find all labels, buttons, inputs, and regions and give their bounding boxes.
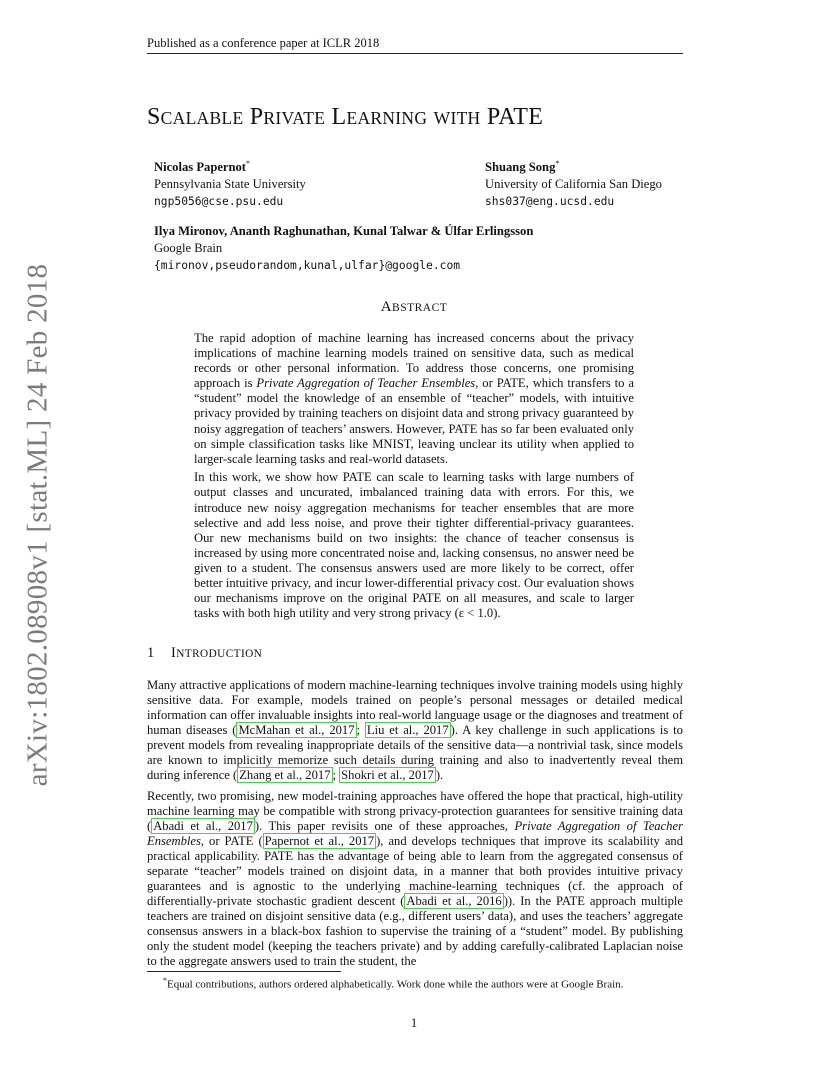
author-block-papernot: Nicolas Papernot* Pennsylvania State University ngp5056@cse.psu.edu — [154, 159, 306, 209]
footnote: *Equal contributions, authors ordered alphabetically. Work done while the authors were at Google Brain. — [163, 976, 624, 991]
author-affiliation: University of California San Diego — [485, 177, 662, 192]
introduction-body — [147, 678, 683, 975]
author-affiliation: Google Brain — [154, 241, 223, 255]
author-email: ngp5056@cse.psu.edu — [154, 195, 284, 209]
author-block-song: Shuang Song* University of California San Diego shs037@eng.ucsd.edu — [485, 159, 662, 209]
author-email: shs037@eng.ucsd.edu — [485, 195, 615, 209]
page-number: 1 — [410, 1016, 418, 1030]
paper-title: SCALABLE PRIVATE LEARNING WITH PATE — [147, 104, 544, 130]
citation-link[interactable]: McMahan et al., 2017 — [238, 722, 355, 737]
author-names: Ilya Mironov, Ananth Raghunathan, Kunal Talwar & Úlfar Erlingsson — [154, 224, 534, 238]
citation-link[interactable]: Abadi et al., 2017 — [153, 819, 253, 834]
body-paragraph: Many attractive applications of modern machine-learning techniques involve training models using highly sensitive data. For example, models trained on people’s personal messages or detailed medical information can offer invaluable insights into real-world language usage or the diagnoses and treatment of human diseases ( McMahan et al., 2017 ; Liu et al., 2017 ). A key challenge in such applications is to prevent models from revealing inappropriate details of the sensitive data—a nontrivial task, since models are known to implicitly memorize such details during training and also to inadvertently reveal them during inference ( Zhang et al., 2017 ; Shokri et al., 2017 ). — [147, 678, 683, 782]
abstract-paragraph: The rapid adoption of machine learning has increased concerns about the privacy implications of machine learning models trained on sensitive data, such as medical records or other personal information. To address those concerns, one promising approach is Private Aggregation of Teacher Ensembles, or PATE, which transfers to a “student” model the knowledge of an ensemble of “teacher” models, with intuitive privacy provided by training teachers on disjoint data and strong privacy guaranteed by noisy aggregation of teachers’ answers. However, PATE has so far been evaluated only on simple classification tasks like MNIST, leaving unclear its utility when applied to larger-scale learning tasks and real-world datasets. — [194, 331, 634, 466]
citation-link[interactable]: Shokri et al., 2017 — [341, 767, 434, 782]
author-affiliation: Pennsylvania State University — [154, 177, 306, 192]
citation-link[interactable]: Papernot et al., 2017 — [264, 834, 375, 849]
arxiv-stamp: arXiv:1802.08908v1 [stat.ML] 24 Feb 2018 — [21, 263, 54, 787]
citation-link[interactable]: Zhang et al., 2017 — [239, 767, 331, 782]
citation-link[interactable]: Liu et al., 2017 — [366, 722, 449, 737]
running-header: Published as a conference paper at ICLR 2018 — [147, 36, 380, 50]
body-paragraph: Recently, two promising, new model-training approaches have offered the hope that practical, high-utility machine learning may be compatible with strong privacy-protection guarantees for sensitive training data ( Abadi et al., 2017 ). This paper revisits one of these approaches, Private Aggregation of Teacher Ensembles, or PATE ( Papernot et al., 2017 ), and develops techniques that improve its scalability and practical applicability. PATE has the advantage of being able to learn from the aggregated consensus of separate “teacher” models trained on disjoint data, in a manner that both provides intuitive privacy guarantees and is agnostic to the underlying machine-learning techniques (cf. the approach of differentially-private stochastic gradient descent ( Abadi et al., 2016 )). In the PATE approach multiple teachers are trained on disjoint sensitive data (e.g., different users’ data), and uses the teachers’ aggregate consensus answers in a black-box fashion to supervise the training of a “student” model. By publishing only the student model (keeping the teachers private) and by adding carefully-calibrated Laplacian noise to the aggregate answers used to train the student, the — [147, 789, 683, 968]
author-block-google — [154, 223, 533, 274]
author-email: {mironov,pseudorandom,kunal,ulfar}@google.com — [154, 259, 461, 272]
header-rule — [147, 53, 683, 54]
footnote-rule — [147, 971, 341, 972]
citation-link[interactable]: Abadi et al., 2016 — [406, 893, 502, 908]
author-name: Shuang Song — [485, 160, 556, 175]
abstract-heading: ABSTRACT — [380, 299, 448, 315]
abstract-paragraph: In this work, we show how PATE can scale to learning tasks with large numbers of output classes and uncurated, imbalanced training data with errors. For this, we introduce new noisy aggregation mechanisms for teacher ensembles that are more selective and add less noise, and prove their tighter differential-privacy guarantees. Our new mechanisms build on two insights: the chance of teacher consensus is increased by using more concentrated noise and, lacking consensus, no answer need be given to a student. The consensus answers used are more likely to be correct, offer better intuitive privacy, and incur lower-differential privacy cost. Our evaluation shows our mechanisms improve on the original PATE on all measures, and scale to larger tasks with both high utility and very strong privacy (ε < 1.0). — [194, 470, 634, 621]
abstract-body — [194, 331, 634, 625]
section-heading-introduction: 1 INTRODUCTION — [147, 645, 263, 661]
author-name: Nicolas Papernot — [154, 160, 246, 175]
